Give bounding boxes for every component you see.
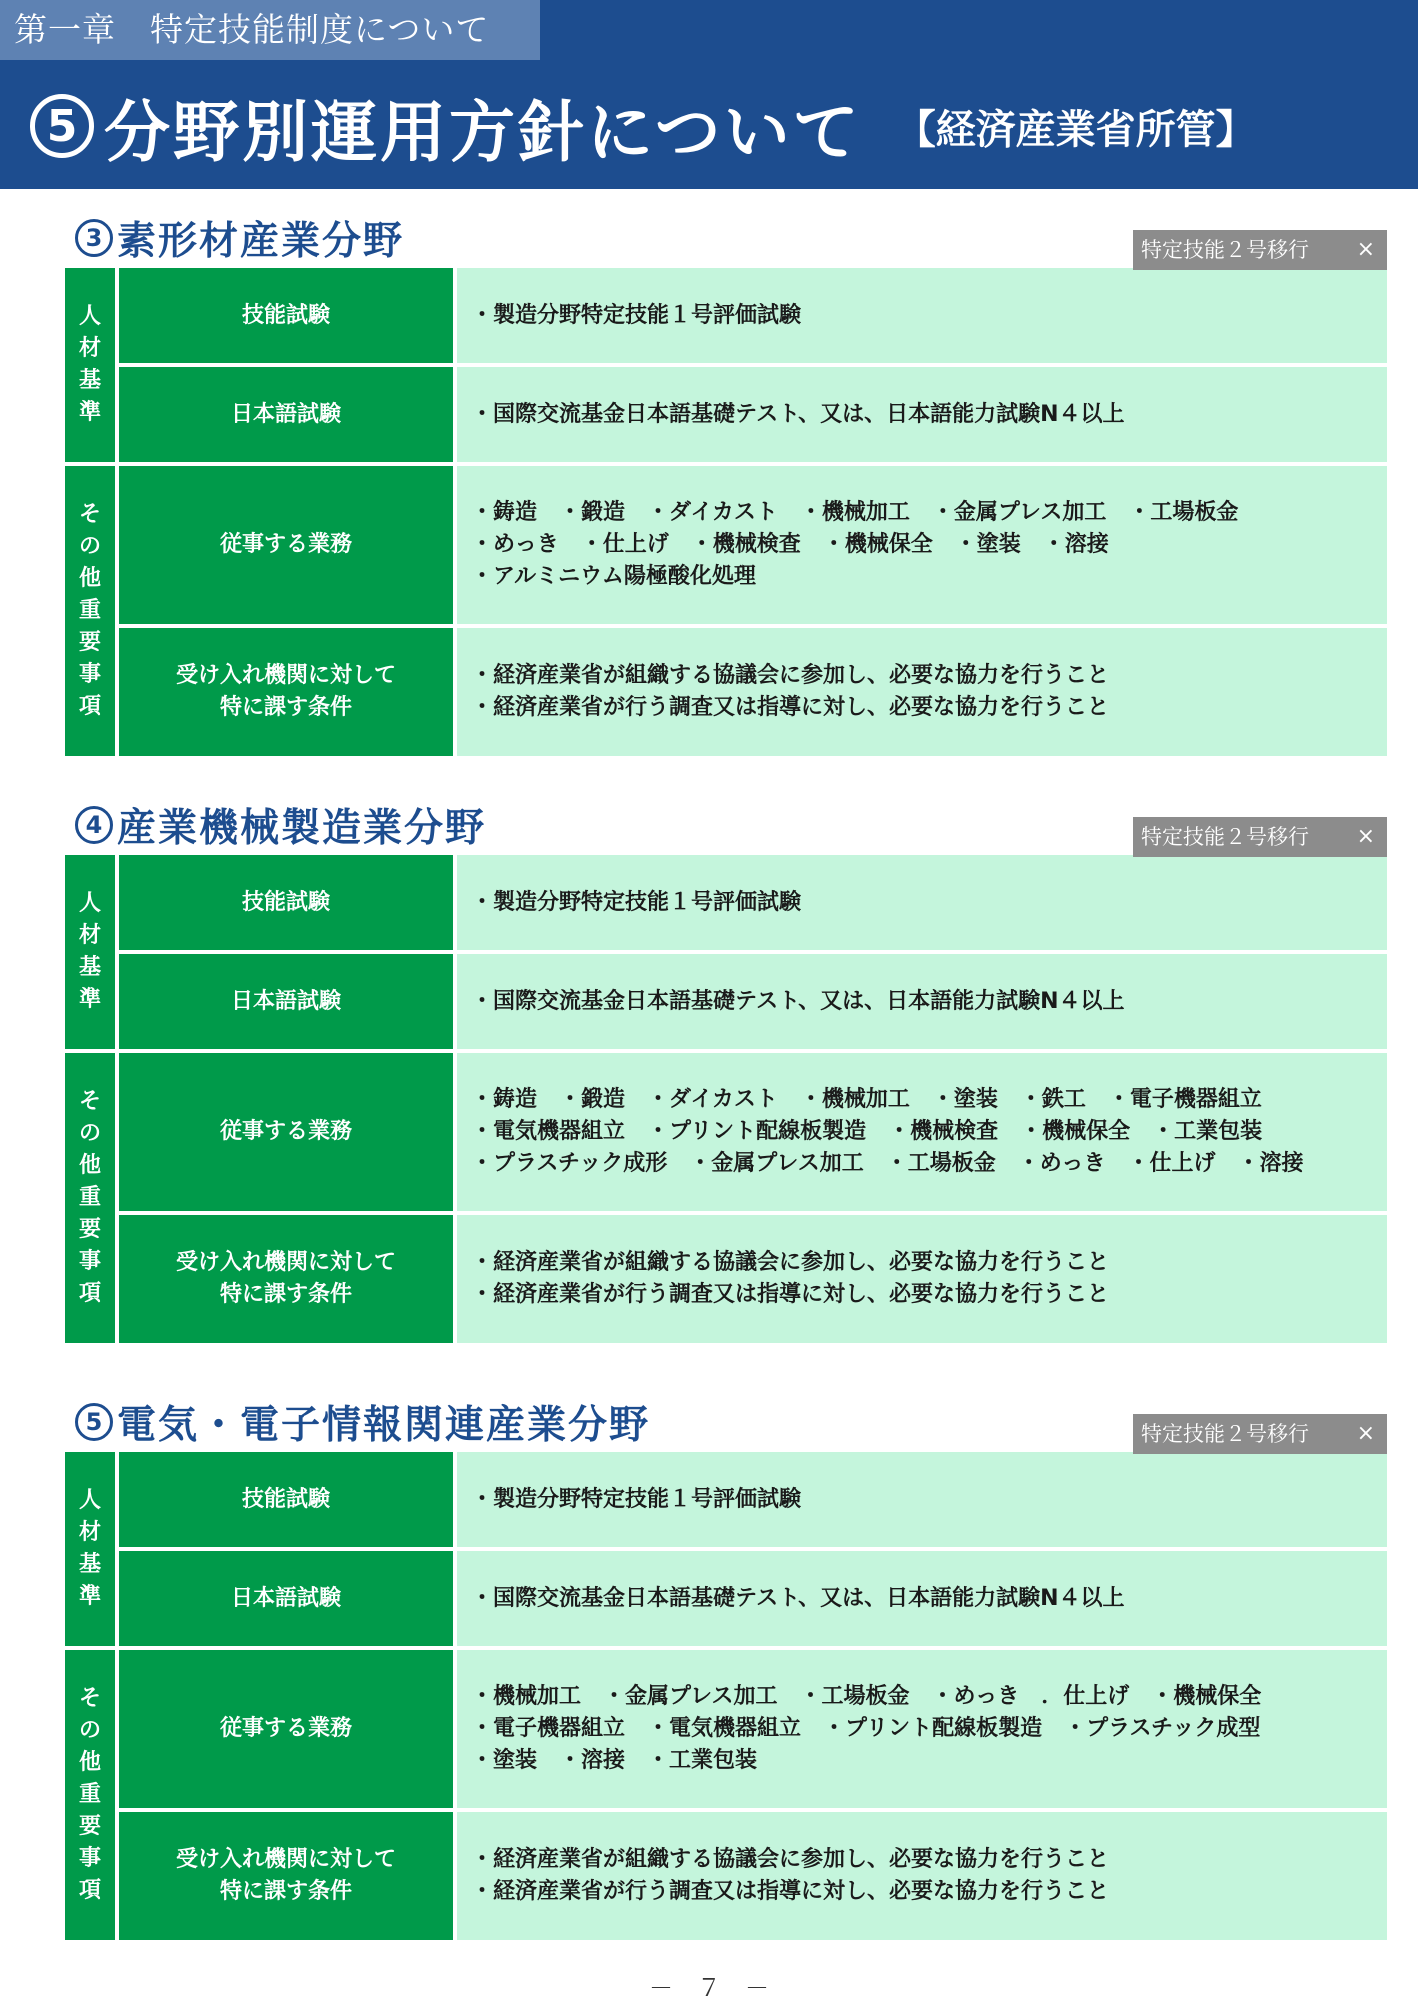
cross-icon: × (1356, 1421, 1375, 1446)
section-number-badge: 5 (75, 1403, 113, 1441)
content-line: ・国際交流基金日本語基礎テスト、又は、日本語能力試験N４以上 (471, 401, 1125, 427)
content-line: ・製造分野特定技能１号評価試験 (471, 1486, 802, 1512)
row-content (457, 628, 1387, 756)
section-header (65, 1392, 1387, 1452)
row-content (457, 466, 1387, 624)
badge-label: 特定技能２号移行 (1141, 238, 1309, 262)
content-line: ・製造分野特定技能１号評価試験 (471, 302, 802, 328)
cross-icon: × (1356, 237, 1375, 262)
section-title (75, 1392, 650, 1452)
content-line: ・機械加工 ・金属プレス加工 ・工場板金 ・めっき ．仕上げ ・機械保全 (471, 1684, 1262, 1709)
content-line: ・アルミニウム陽極酸化処理 (471, 564, 756, 589)
row-content (457, 1812, 1387, 1940)
content-line: ・国際交流基金日本語基礎テスト、又は、日本語能力試験N４以上 (471, 1585, 1125, 1611)
content-line: ・製造分野特定技能１号評価試験 (471, 889, 802, 915)
content-line: ・経済産業省が組織する協議会に参加し、必要な協力を行うこと (471, 1847, 1110, 1872)
content-line: ・めっき ・仕上げ ・機械検査 ・機械保全 ・塗装 ・溶接 (471, 532, 1109, 557)
title-ministry: 【経済産業省所管】 (895, 106, 1256, 153)
content-line: ・経済産業省が組織する協議会に参加し、必要な協力を行うこと (471, 1250, 1110, 1275)
group-label-other-important-matters: その他重要事項 (65, 466, 115, 756)
section-name: 電気・電子情報関連産業分野 (117, 1403, 651, 1448)
content-line: ・経済産業省が行う調査又は指導に対し、必要な協力を行うこと (471, 695, 1110, 720)
row-label: 受け入れ機関に対して 特に課す条件 (119, 1812, 453, 1940)
field-section (65, 1392, 1387, 1940)
tier2-transition-badge (1133, 1414, 1387, 1454)
row-label: 日本語試験 (119, 367, 453, 462)
row-label: 技能試験 (119, 1452, 453, 1547)
page-header (0, 0, 1418, 189)
content-line: ・経済産業省が組織する協議会に参加し、必要な協力を行うこと (471, 663, 1110, 688)
section-header (65, 208, 1387, 268)
content-line: ・経済産業省が行う調査又は指導に対し、必要な協力を行うこと (471, 1879, 1110, 1904)
page-number: － ７ － (649, 1974, 769, 2002)
section-name: 産業機械製造業分野 (117, 806, 487, 851)
tier2-transition-badge (1133, 817, 1387, 857)
content-line: ・鋳造 ・鍛造 ・ダイカスト ・機械加工 ・金属プレス加工 ・工場板金 (471, 500, 1239, 525)
content-line: ・鋳造 ・鍛造 ・ダイカスト ・機械加工 ・塗装 ・鉄工 ・電子機器組立 (471, 1087, 1262, 1112)
row-content (457, 954, 1387, 1049)
field-section (65, 795, 1387, 1343)
requirements-table (65, 1452, 1387, 1940)
group-label-personnel-standards: 人材基準 (65, 1452, 115, 1646)
row-content (457, 1551, 1387, 1646)
row-content (457, 268, 1387, 363)
row-content (457, 367, 1387, 462)
chapter-label: 第一章 特定技能制度について (0, 0, 540, 60)
content-line: ・塗装 ・溶接 ・工業包装 (471, 1748, 758, 1773)
row-content (457, 1215, 1387, 1343)
field-section (65, 208, 1387, 756)
tier2-transition-badge (1133, 230, 1387, 270)
row-label: 日本語試験 (119, 1551, 453, 1646)
group-label-personnel-standards: 人材基準 (65, 268, 115, 462)
content-line: ・電気機器組立 ・プリント配線板製造 ・機械検査 ・機械保全 ・工業包装 (471, 1119, 1263, 1144)
content-line: ・電子機器組立 ・電気機器組立 ・プリント配線板製造 ・プラスチック成型 (471, 1716, 1261, 1741)
badge-label: 特定技能２号移行 (1141, 1422, 1309, 1446)
section-title (75, 795, 486, 855)
section-name: 素形材産業分野 (117, 219, 405, 264)
row-label: 従事する業務 (119, 1053, 453, 1211)
row-label: 日本語試験 (119, 954, 453, 1049)
row-content (457, 1452, 1387, 1547)
requirements-table (65, 268, 1387, 756)
row-label: 受け入れ機関に対して 特に課す条件 (119, 1215, 453, 1343)
requirements-table (65, 855, 1387, 1343)
row-label: 従事する業務 (119, 1650, 453, 1808)
row-label: 受け入れ機関に対して 特に課す条件 (119, 628, 453, 756)
row-content (457, 855, 1387, 950)
title-text: 分野別運用方針について (104, 93, 862, 171)
title-number-badge: 5 (30, 94, 94, 158)
row-content (457, 1053, 1387, 1211)
badge-label: 特定技能２号移行 (1141, 825, 1309, 849)
row-label: 技能試験 (119, 855, 453, 950)
group-label-personnel-standards: 人材基準 (65, 855, 115, 1049)
row-label: 従事する業務 (119, 466, 453, 624)
group-label-other-important-matters: その他重要事項 (65, 1053, 115, 1343)
content-line: ・経済産業省が行う調査又は指導に対し、必要な協力を行うこと (471, 1282, 1110, 1307)
content-line: ・プラスチック成形 ・金属プレス加工 ・工場板金 ・めっき ・仕上げ ・溶接 (471, 1151, 1304, 1176)
section-header (65, 795, 1387, 855)
row-content (457, 1650, 1387, 1808)
section-number-badge: 4 (75, 806, 113, 844)
group-label-other-important-matters: その他重要事項 (65, 1650, 115, 1940)
content-line: ・国際交流基金日本語基礎テスト、又は、日本語能力試験N４以上 (471, 988, 1125, 1014)
section-title (75, 208, 404, 268)
cross-icon: × (1356, 824, 1375, 849)
row-label: 技能試験 (119, 268, 453, 363)
section-number-badge: 3 (75, 219, 113, 257)
page-title (30, 78, 1256, 174)
